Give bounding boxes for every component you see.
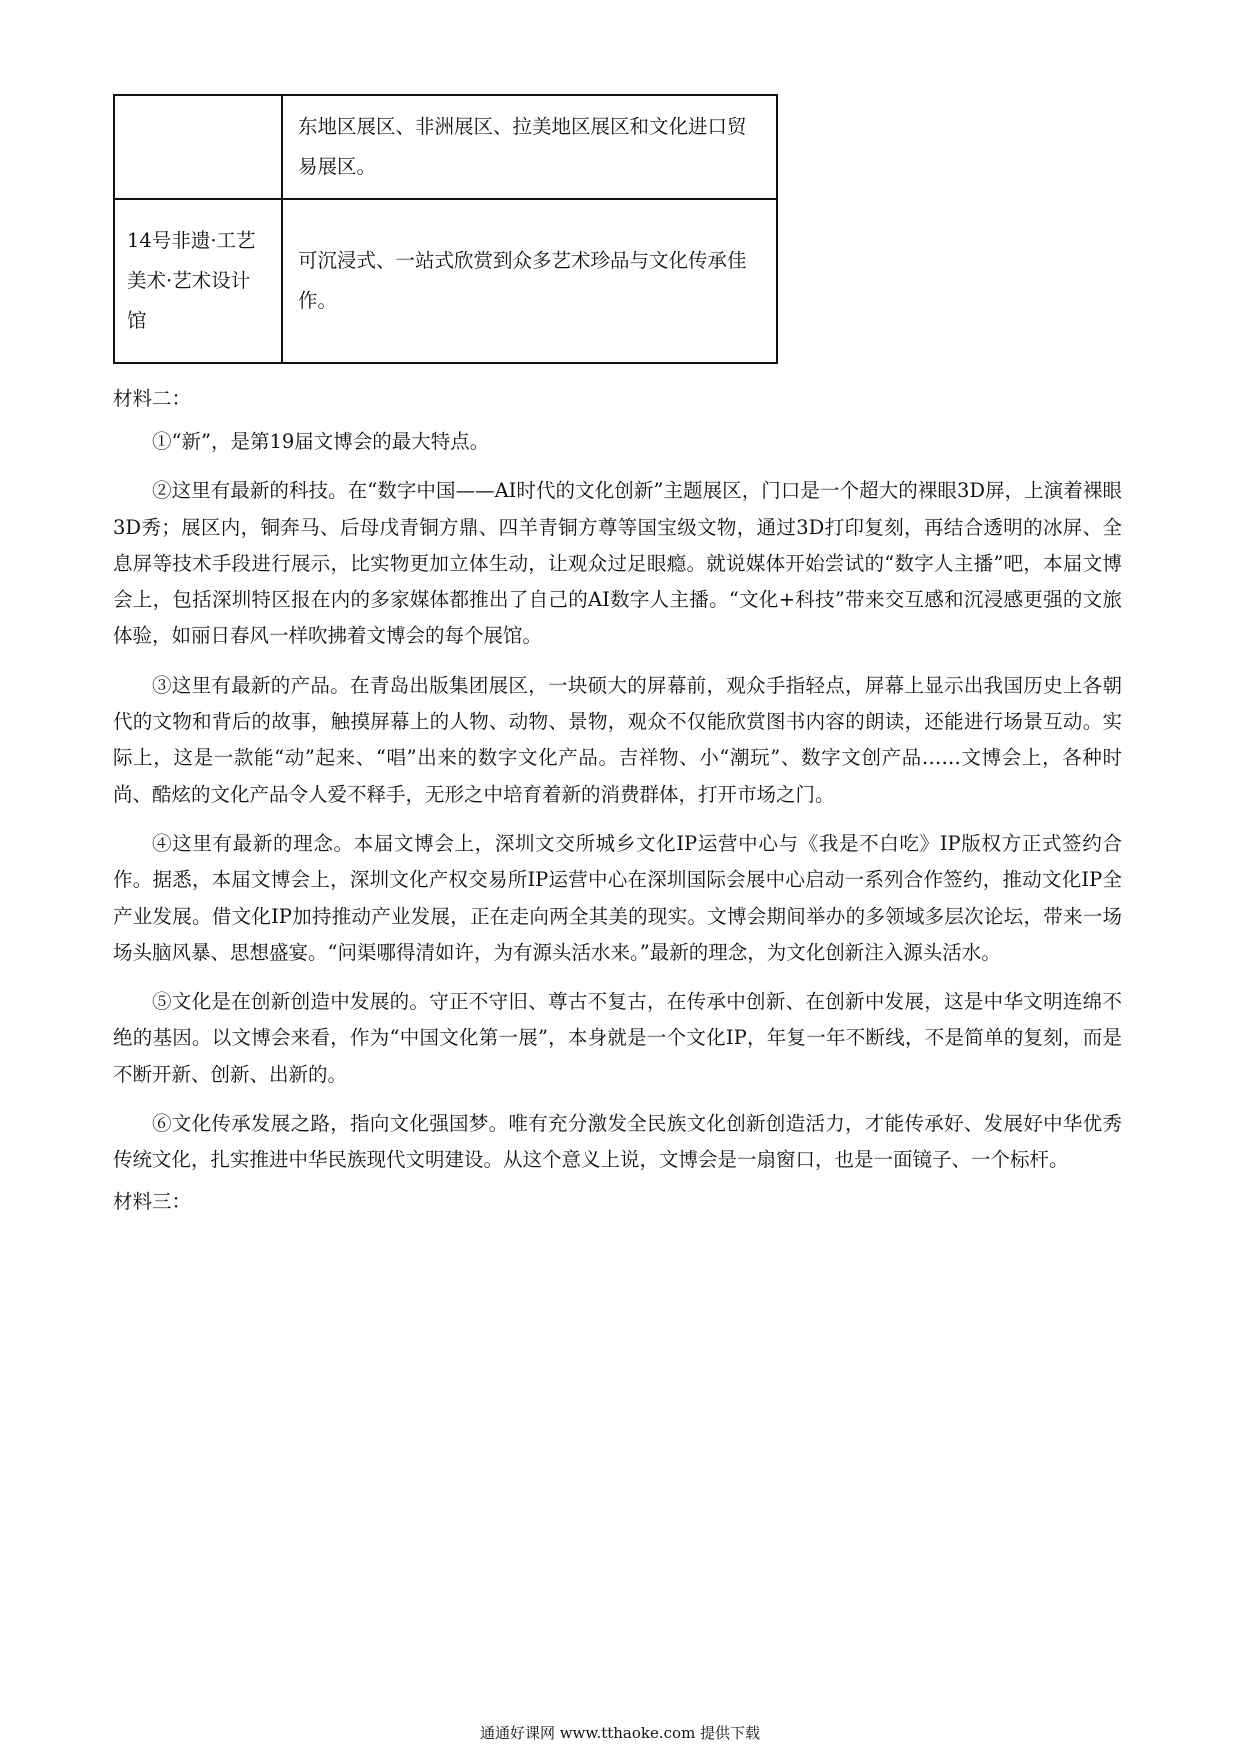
material-three-label: 材料三： xyxy=(113,1189,192,1213)
page-footer: 通通好课网 www.tthaoke.com 提供下载 xyxy=(479,1724,761,1742)
table-row xyxy=(114,199,777,363)
paragraph-2: ②这里有最新的科技。在“数字中国——AI时代的文化创新”主题展区，门口是一个超大的裸眼3D屏，上演着裸眼3D秀；展区内，铜奔马、后母戊青铜方鼎、四羊青铜方尊等国宝级文物，通过3D打印复刻，再结合透明的冰屏、全息屏等技术手段进行展示，比实物更加立体生动，让观众过足眼瘾。就说媒体开始尝试的“数字人主播”吧，本届文博会上，包括深圳特区报在内的多家媒体都推出了自己的AI数字人主播。“文化+科技”带来交互感和沉浸感更强的文旅体验，如丽日春风一样吹拂着文博会的每个展馆。 xyxy=(113,479,1122,648)
hall-description-cell: 东地区展区、非洲展区、拉美地区展区和文化进口贸易展区。 xyxy=(282,95,777,199)
paragraph-3: ③这里有最新的产品。在青岛出版集团展区，一块硕大的屏幕前，观众手指轻点，屏幕上显示出我国历史上各朝代的文物和背后的故事，触摸屏幕上的人物、动物、景物，观众不仅能欣赏图书内容的朗读，还能进行场景互动。实际上，这是一款能“动”起来、“唱”出来的数字文化产品。吉祥物、小“潮玩”、数字文创产品……文博会上，各种时尚、酷炫的文化产品令人爱不释手，无形之中培育着新的消费群体，打开市场之门。 xyxy=(113,673,1122,806)
paragraph-6: ⑥文化传承发展之路，指向文化强国梦。唯有充分激发全民族文化创新创造活力，才能传承好、发展好中华优秀传统文化，扎实推进中华民族现代文明建设。从这个意义上说，文博会是一扇窗口，也是一面镜子、一个标杆。 xyxy=(113,1112,1122,1172)
paragraph-5: ⑤文化是在创新创造中发展的。守正不守旧、尊古不复古，在传承中创新、在创新中发展，这是中华文明连绵不绝的基因。以文博会来看，作为“中国文化第一展”，本身就是一个文化IP，年复一年不断线，不是简单的复刻，而是不断开新、创新、出新的。 xyxy=(113,990,1122,1086)
hall-name-cell: 14号非遗·工艺美术·艺术设计馆 xyxy=(114,199,282,363)
paragraph-1: ①“新”，是第19届文博会的最大特点。 xyxy=(152,430,490,453)
paragraph-4: ④这里有最新的理念。本届文博会上，深圳文交所城乡文化IP运营中心与《我是不白吃》IP版权方正式签约合作。据悉，本届文博会上，深圳文化产权交易所IP运营中心在深圳国际会展中心启动一系列合作签约，推动文化IP全产业发展。借文化IP加持推动产业发展，正在走向两全其美的现实。文博会期间举办的多领域多层次论坛，带来一场场头脑风暴、思想盛宴。“问渠哪得清如许，为有源头活水来。”最新的理念，为文化创新注入源头活水。 xyxy=(113,831,1122,964)
table-row xyxy=(114,95,777,199)
exhibit-hall-table xyxy=(113,94,778,364)
article-body xyxy=(113,384,1122,1223)
material-two-label: 材料二： xyxy=(113,387,192,410)
hall-name-cell xyxy=(114,95,282,199)
hall-description-cell: 可沉浸式、一站式欣赏到众多艺术珍品与文化传承佳作。 xyxy=(282,199,777,363)
